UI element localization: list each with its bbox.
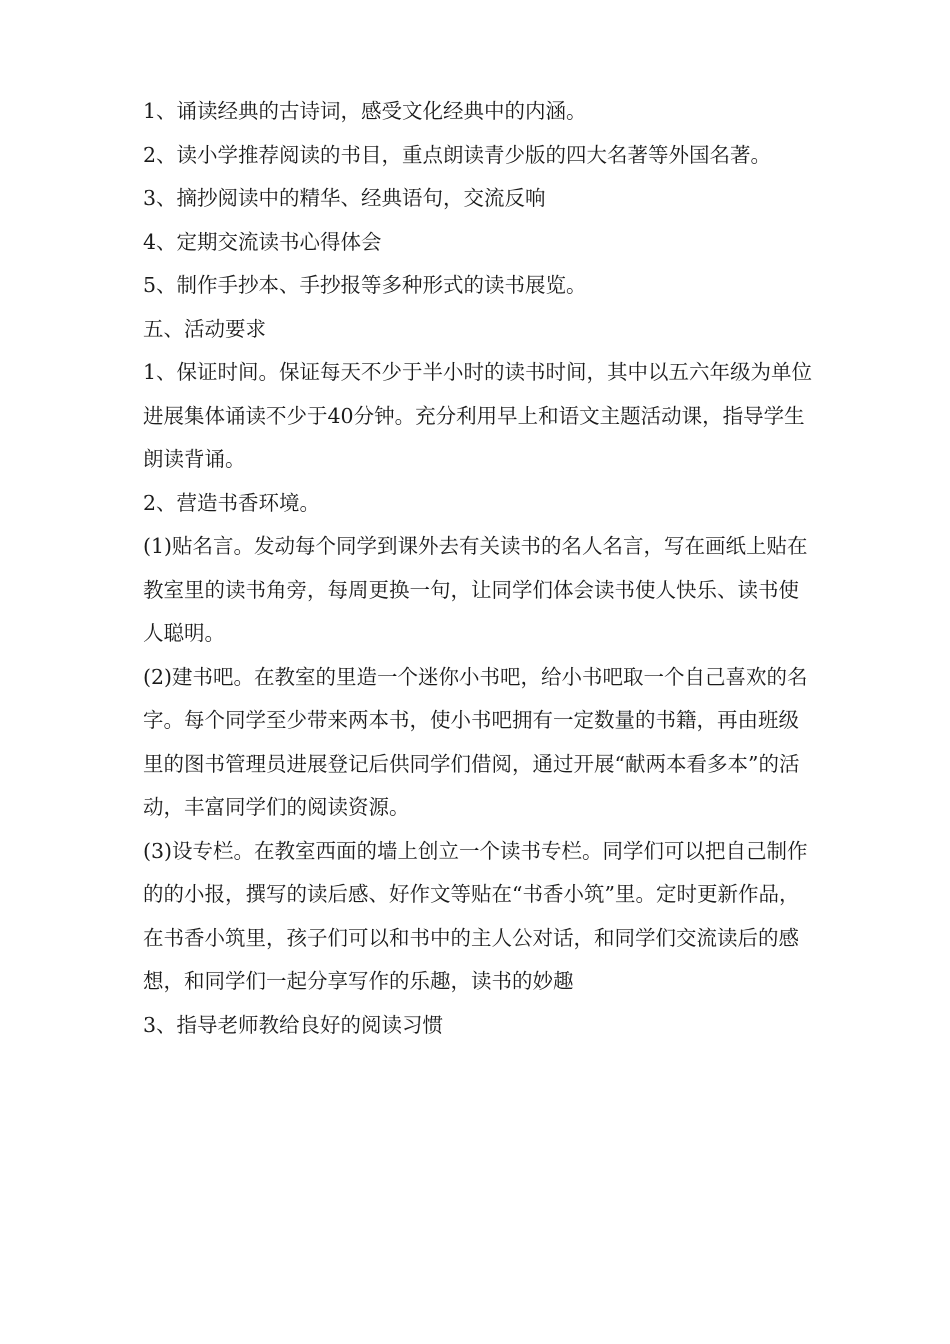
- paragraph-post-quotes: (1)贴名言。发动每个同学到课外去有关读书的名人名言，写在画纸上贴在教室里的读书角旁，每周更换一句，让同学们体会读书使人快乐、读书使人聪明。: [143, 534, 808, 645]
- paragraph-ensure-time: 1、保证时间。保证每天不少于半小时的读书时间，其中以五六年级为单位进展集体诵读不少于40分钟。充分利用早上和语文主题活动课，指导学生朗读背诵。: [143, 360, 813, 471]
- list-item-reading-exhibition: 5、制作手抄本、手抄报等多种形式的读书展览。: [143, 273, 587, 297]
- paragraph-reading-column: (3)设专栏。在教室西面的墙上创立一个读书专栏。同学们可以把自己制作的的小报，撰写的读后感、好作文等贴在“书香小筑”里。定时更新作品，在书香小筑里，孩子们可以和书中的主人公对话，和同学们交流读后的感想，和同学们一起分享写作的乐趣，读书的妙趣: [143, 838, 808, 993]
- paragraph-reading-habits: 3、指导老师教给良好的阅读习惯: [143, 1012, 444, 1037]
- paragraph-book-corner: (2)建书吧。在教室的里造一个迷你小书吧，给小书吧取一个自己喜欢的名字。每个同学至少带来两本书，使小书吧拥有一定数量的书籍，再由班级里的图书管理员进展登记后供同学们借阅，通过开展“献两本看多本”的活动，丰富同学们的阅读资源。: [143, 664, 808, 819]
- section-heading-activity-requirements: 五、活动要求: [143, 316, 266, 341]
- list-item-recite-poetry: 1、诵读经典的古诗词，感受文化经典中的内涵。: [143, 99, 587, 123]
- list-item-share-experience: 4、定期交流读书心得体会: [143, 229, 382, 254]
- list-item-recommended-books: 2、读小学推荐阅读的书目，重点朗读青少版的四大名著等外国名著。: [143, 142, 772, 167]
- list-item-excerpt-sentences: 3、摘抄阅读中的精华、经典语句，交流反响: [143, 186, 546, 210]
- document-body: [143, 90, 813, 1047]
- paragraph-reading-environment: 2、营造书香环境。: [143, 490, 321, 515]
